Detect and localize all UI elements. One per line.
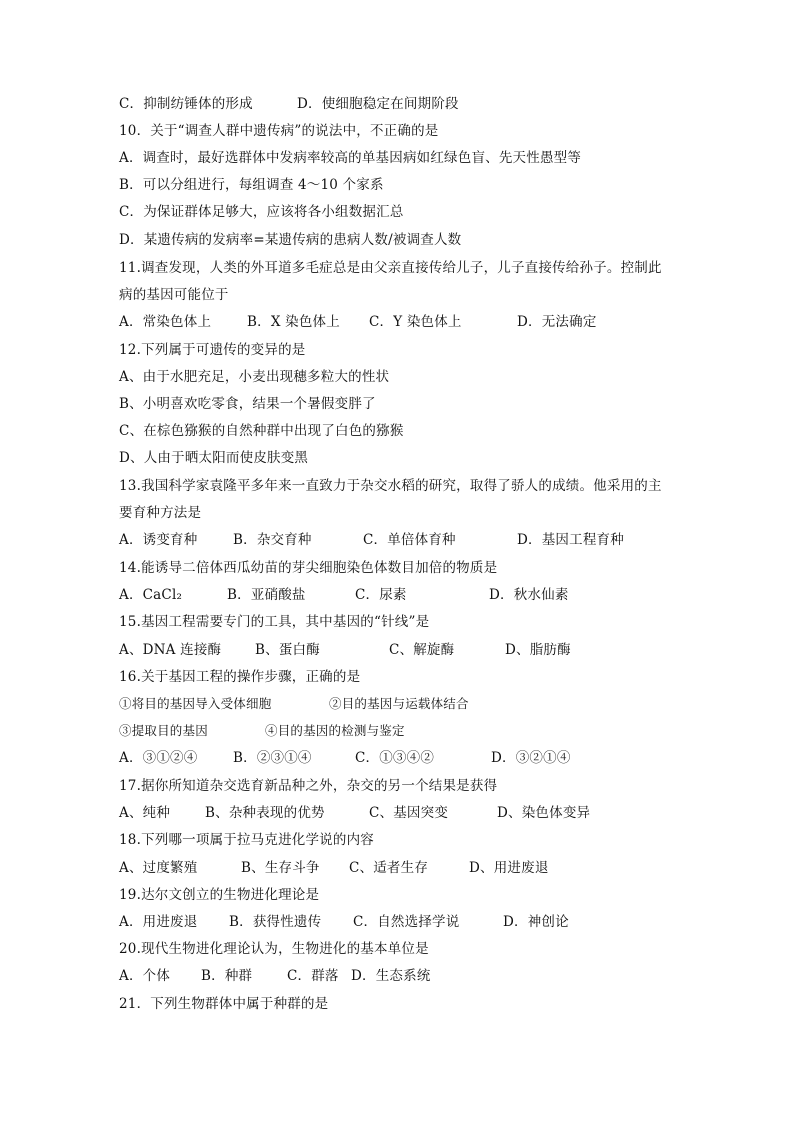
option-c: C、适者生存 (349, 860, 429, 876)
question-14-stem: 14.能诱导二倍体西瓜幼苗的芽尖细胞染色体数目加倍的物质是 (119, 560, 498, 576)
option-d: D．无法确定 (517, 314, 597, 330)
question-18-stem: 18.下列哪一项属于拉马克进化学说的内容 (119, 832, 374, 848)
question-15-options (119, 638, 699, 662)
option-d: D、染色体变异 (497, 805, 591, 821)
option-a: A．诱变育种 (119, 532, 198, 548)
question-18-options (119, 856, 699, 880)
question-11-options (119, 310, 699, 334)
question-13-stem: 13.我国科学家袁隆平多年来一直致力于杂交水稻的研究，取得了骄人的成绩。他采用的主 (119, 478, 662, 494)
question-17-stem: 17.据你所知道杂交选育新品种之外，杂交的另一个结果是获得 (119, 778, 498, 794)
option-c: C．单倍体育种 (363, 532, 456, 548)
option-c: C、解旋酶 (389, 642, 455, 658)
question-16-steps-row-1 (119, 692, 699, 716)
question-13-options (119, 528, 699, 552)
question-20-options (119, 964, 699, 988)
question-10-option-b: B．可以分组进行，每组调查 4～10 个家系 (119, 177, 384, 193)
option-c: C．①③④② (355, 750, 435, 766)
question-13-stem-continued: 要育种方法是 (119, 505, 202, 521)
option-c: C．Y 染色体上 (369, 314, 462, 330)
option-d: D．秋水仙素 (489, 587, 569, 603)
question-10-option-a: A．调查时，最好选群体中发病率较高的单基因病如红绿色盲、先天性愚型等 (119, 150, 582, 166)
question-12-option-b: B、小明喜欢吃零食，结果一个暑假变胖了 (119, 396, 376, 412)
question-9-options (119, 92, 699, 116)
option-b: B．杂交育种 (233, 532, 312, 548)
question-10-stem: 10．关于“调查人群中遗传病”的说法中，不正确的是 (119, 123, 439, 139)
step-3: ③提取目的基因 (119, 723, 208, 738)
option-a: A、DNA 连接酶 (119, 642, 222, 658)
question-12-option-d: D、人由于晒太阳而使皮肤变黑 (119, 450, 309, 466)
option-a: A、纯种 (119, 805, 171, 821)
option-a: A．CaCl₂ (119, 587, 183, 603)
option-b: B、蛋白酶 (255, 642, 320, 658)
option-b: B．种群 (201, 968, 253, 984)
option-b: B、杂种表现的优势 (205, 805, 325, 821)
question-11-stem-continued: 病的基因可能位于 (119, 287, 229, 303)
option-a: A、过度繁殖 (119, 860, 198, 876)
question-11-stem: 11.调查发现，人类的外耳道多毛症总是由父亲直接传给儿子，儿子直接传给孙子。控制此 (119, 260, 662, 276)
option-b: B．②③①④ (233, 750, 312, 766)
option-c: C．自然选择学说 (353, 914, 460, 930)
option-a: A．用进废退 (119, 914, 198, 930)
question-12-stem: 12.下列属于可遗传的变异的是 (119, 342, 306, 358)
question-16-stem: 16.关于基因工程的操作步骤，正确的是 (119, 669, 361, 685)
option-d: D．使细胞稳定在间期阶段 (297, 96, 459, 112)
option-d: D、脂肪酶 (505, 642, 571, 658)
question-20-stem: 20.现代生物进化理论认为，生物进化的基本单位是 (119, 941, 429, 957)
question-15-stem: 15.基因工程需要专门的工具，其中基因的“针线”是 (119, 614, 430, 630)
option-a: A．常染色体上 (119, 314, 212, 330)
option-c: C、基因突变 (369, 805, 449, 821)
question-21-stem: 21．下列生物群体中属于种群的是 (119, 996, 329, 1012)
step-2: ②目的基因与运载体结合 (329, 696, 469, 711)
option-c: C．尿素 (355, 587, 407, 603)
question-12-option-c: C、在棕色猕猴的自然种群中出现了白色的猕猴 (119, 423, 404, 439)
question-10-option-d: D．某遗传病的发病率=某遗传病的患病人数/被调查人数 (119, 232, 462, 248)
option-b: B、生存斗争 (241, 860, 320, 876)
option-c: C．抑制纺锤体的形成 (119, 96, 253, 112)
option-a: A．③①②④ (119, 750, 198, 766)
option-d: D、用进废退 (469, 860, 549, 876)
question-12-option-a: A、由于水肥充足，小麦出现穗多粒大的性状 (119, 369, 390, 385)
option-d: D．③②①④ (491, 750, 571, 766)
option-d: D．基因工程育种 (517, 532, 624, 548)
question-19-options (119, 910, 699, 934)
option-a: A．个体 (119, 968, 171, 984)
question-16-options (119, 746, 699, 770)
step-1: ①将目的基因导入受体细胞 (119, 696, 272, 711)
question-10-option-c: C．为保证群体足够大，应该将各小组数据汇总 (119, 204, 404, 220)
question-19-stem: 19.达尔文创立的生物进化理论是 (119, 887, 320, 903)
option-d: D．生态系统 (351, 968, 431, 984)
step-4: ④目的基因的检测与鉴定 (265, 723, 405, 738)
question-14-options (119, 583, 699, 607)
option-d: D．神创论 (503, 914, 569, 930)
question-16-steps-row-2 (119, 719, 699, 743)
option-b: B．亚硝酸盐 (227, 587, 306, 603)
option-b: B．获得性遗传 (229, 914, 322, 930)
option-b: B．X 染色体上 (247, 314, 340, 330)
option-c: C．群落 (287, 968, 339, 984)
question-17-options (119, 801, 699, 825)
